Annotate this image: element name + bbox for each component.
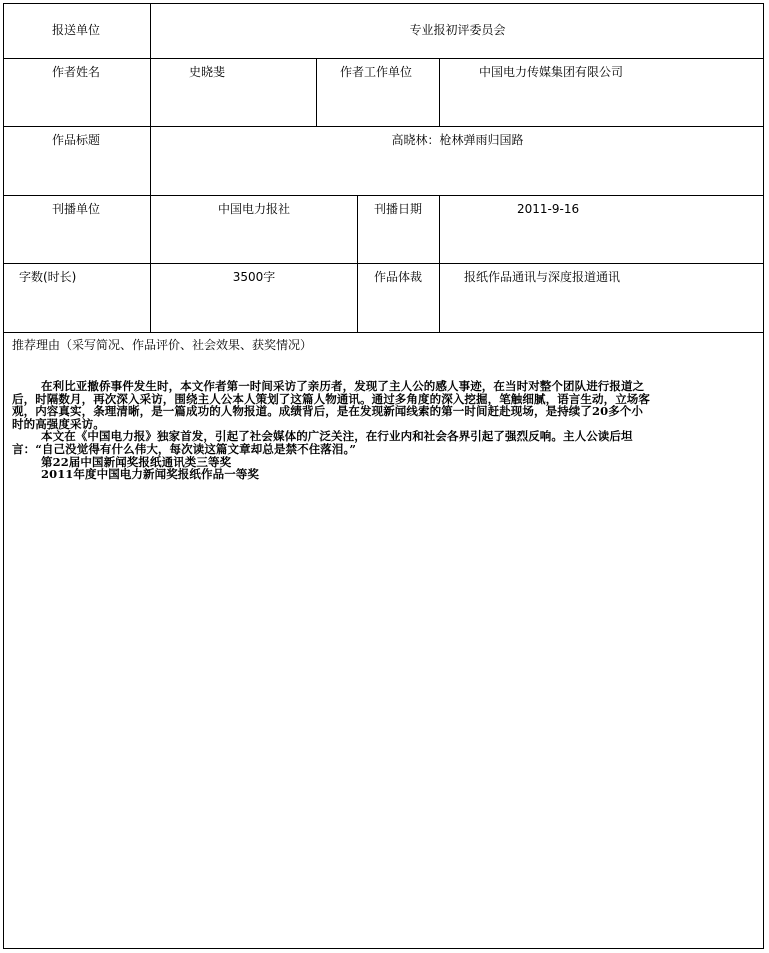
word-count-value: 3500字 [232, 270, 276, 284]
reason-paragraph: 本文在《中国电力报》独家首发，引起了社会媒体的广泛关注，在行业内和社会各界引起了强烈反响。主人公读后坦言：“自己没觉得有什么伟大，每次读这篇文章却总是禁不住落泪。” [12, 429, 633, 456]
row-divider [3, 195, 764, 196]
work-title-value: 高晓林：枪林弹雨归国路 [391, 133, 524, 147]
publish-date-value: 2011-9-16 [517, 202, 580, 216]
genre-label: 作品体裁 [374, 270, 423, 284]
award-line: 2011年度中国电力新闻奖报纸作品一等奖 [41, 467, 260, 482]
col-divider [439, 58, 440, 127]
reason-heading: 推荐理由（采写简况、作品评价、社会效果、获奖情况） [12, 338, 313, 352]
submitting-unit-value: 专业报初评委员会 [409, 23, 506, 37]
author-name-label: 作者姓名 [52, 65, 101, 79]
author-unit-label: 作者工作单位 [340, 65, 413, 79]
row-divider [3, 58, 764, 59]
author-name-value: 史晓斐 [189, 65, 226, 79]
row-divider [3, 126, 764, 127]
work-title-label: 作品标题 [52, 133, 101, 147]
col-divider [357, 195, 358, 333]
col-divider [439, 195, 440, 333]
reason-paragraph: 在利比亚撤侨事件发生时，本文作者第一时间采访了亲历者，发现了主人公的感人事迹，在当时对整个团队进行报道之后，时隔数月，再次深入采访，围绕主人公本人策划了这篇人物通讯。通过多角度的深入挖掘，笔触细腻，语言生动，立场客观，内容真实，条理清晰，是一篇成功的人物报道。成绩背后，是在发现新闻线索的第一时间赶赴现场，是持续了20多个小时的高强度采访。 [12, 379, 650, 431]
award-line: 第22届中国新闻奖报纸通讯类三等奖 [41, 454, 232, 469]
genre-value: 报纸作品通讯与深度报道通讯 [464, 270, 621, 284]
publisher-label: 刊播单位 [52, 202, 101, 216]
publisher-value: 中国电力报社 [217, 202, 290, 216]
row-divider [3, 332, 764, 333]
word-count-label: 字数(时长) [19, 270, 77, 284]
publish-date-label: 刊播日期 [374, 202, 423, 216]
row-divider [3, 263, 764, 264]
reason-body [12, 380, 652, 481]
col-divider [316, 58, 317, 127]
submitting-unit-label: 报送单位 [52, 23, 101, 37]
author-unit-value: 中国电力传媒集团有限公司 [479, 65, 624, 79]
